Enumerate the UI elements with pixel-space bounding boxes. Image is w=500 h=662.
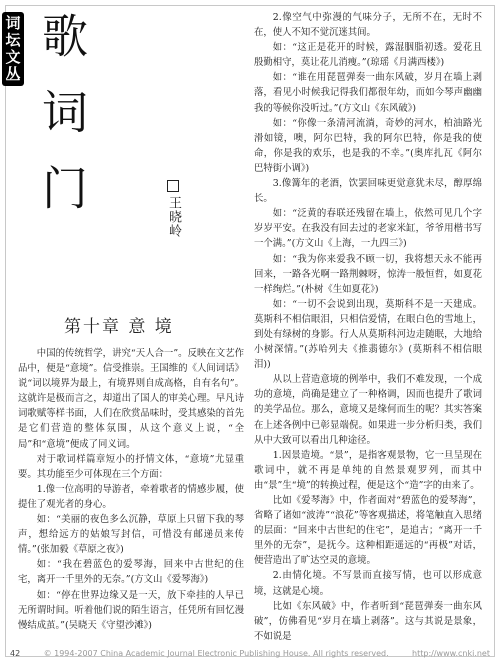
paragraph: 2.由情化境。不写景而直接写情，也可以形成意境，这就是心境。 xyxy=(254,570,482,597)
paragraph: 比如《爱琴海》中，作者面对“碧蓝色的爱琴海”，省略了诸如“波涛”“浪花”等客观描述，将笔触直入思绪的层面：“回来中古世纪的住宅”，是追古；“离开一千里外的无奈”，是抚今。这种相距遥远的“再极”对话，便营造出了旷达空灵的意境。 xyxy=(254,495,482,567)
paragraph: 3.像篝年的老酒，饮罢回味更觉意犹未尽，醇厚绵长。 xyxy=(254,178,482,205)
article-title: 歌词门 xyxy=(35,12,89,240)
page-footer xyxy=(10,649,490,658)
paragraph: 如：“泛黄的春联还残留在墙上，依然可见几个字岁岁平安。在我没有回去过的老家米缸，爷爷用楷书写一个满。”(方文山《上海，一九四三》) xyxy=(254,208,482,250)
paragraph: 如：“一切不会说到出现，莫斯科不是一天建成。莫斯科不相信眼泪，只相信爱情，在眼白色的雪地上，到处有绿树的身影。行人从莫斯科河边走随眠，大地给小树深情。”(苏哈列夫《推翡德尔》(莫斯科不相信眼泪)) xyxy=(254,298,482,371)
paragraph: 对于歌词样篇章短小的抒情文体，“意境”尤显重要。其功能至少可体现在三个方面： xyxy=(18,453,244,480)
paragraph: 从以上营造意境的例举中，我们不难发现，一个成功的意境，尚确是建立了一种格调，因而也提升了歌词的美学品位。那么，意境又是缘何而生的呢？其实答案在上述各例中已彰显端倪。如果进一步分析归类，我们从中大致可以看出几种途径。 xyxy=(254,374,482,446)
paragraph: 如：“这正是花开的时候，露湿胭脂初透。爱花且殷勤相守，莫让花儿消瘦。”(琼瑶《月满西楼》) xyxy=(254,42,482,69)
paragraph: 如：“你像一条清河流淌，奇妙的河水，柏油路光滑如镜，噢，阿尔巴特，我的阿尔巴特，你是我的使命，你是我的欢乐，也是我的不幸。”(奥库扎瓦《阿尔巴特街小调》) xyxy=(254,117,482,174)
paragraph: 比如《东风破》中，作者听到“琵琶弹奏一曲东风破”，仿佛看见“岁月在墙上剥落”。这与其说是景象，不如说是 xyxy=(254,600,482,642)
paragraph: 如：“停在世界边缘又是一天，放下牵挂的人早已无所谓时间。听着他们说的陌生语言，任凭所有回忆漫慢结成茧。”(吴晓天《守望沙滩》) xyxy=(18,589,244,631)
paragraph: 如：“我为你来爱我不顾一切，我将想天永不能再回来，一路各光啊一路荆棘呀，惊涛一般恒哲，如夏花一样绚烂。”(朴树《生如夏花》) xyxy=(254,253,482,295)
paragraph: 2.像空气中弥漫的气味分子，无所不在，无时不在，使人不知不觉沉迷其间。 xyxy=(254,12,482,39)
paragraph: 如：“我在碧蓝色的爱琴海，回来中古世纪的住宅，离开一千里外的无奈。”(方文山《爱琴海》) xyxy=(18,559,244,586)
column-tag: 词坛文丛 xyxy=(2,12,24,86)
paragraph: 1.像一位高明的导游者，牵着歌者的情感步履，使提住了观光者的身心。 xyxy=(18,483,244,510)
paragraph: 1.因景造境。“景”，是指客观景物，它一旦呈现在歌词中，就不再是单纯的自然景观罗列，而其中由“景”生“境”的转换过程，便是这个“造”字的由来了。 xyxy=(254,449,482,491)
copyright-notice: © 1994-2007 China Academic Journal Electronic Publishing House. All rights reserved. xyxy=(43,649,389,658)
right-column-text xyxy=(254,10,482,644)
square-marker-icon xyxy=(167,180,179,192)
author-byline xyxy=(164,180,183,238)
author-name: 王晓岭 xyxy=(166,196,181,238)
chapter-heading: 第十章 意 境 xyxy=(64,317,174,337)
left-column-text xyxy=(18,346,244,633)
paragraph: 中国的传统哲学，讲究“天人合一”。反映在文艺作品中，便是“意境”。信受推崇。王国维的《人间词话》说“词以境界为最上，有境界则自成高格，自有名句”。这就许是极而言之，却道出了国人的审美心理。早凡诗词歌赋等样书面，人们在欣赏品味时，受其感染的首先是它们营造的整体氛围，从这个意义上说，“全局”和“意境”便成了同义词。 xyxy=(18,348,244,450)
paragraph: 如：“美丽的夜色多么沉静，草原上只留下我的琴声，想给远方的姑娘写封信，可惜没有邮递员来传情。”(张加毅《草原之夜》) xyxy=(18,514,244,556)
source-url: http://www.cnki.net xyxy=(412,649,490,658)
paragraph: 如：“谁在用琵琶弹奏一曲东风破，岁月在墙上剥落，看见小时候我记得我们都很年幼，而如今琴声幽幽我的等候你没听过。”(方文山《东风破》) xyxy=(254,72,482,114)
page-number: 42 xyxy=(10,649,21,658)
